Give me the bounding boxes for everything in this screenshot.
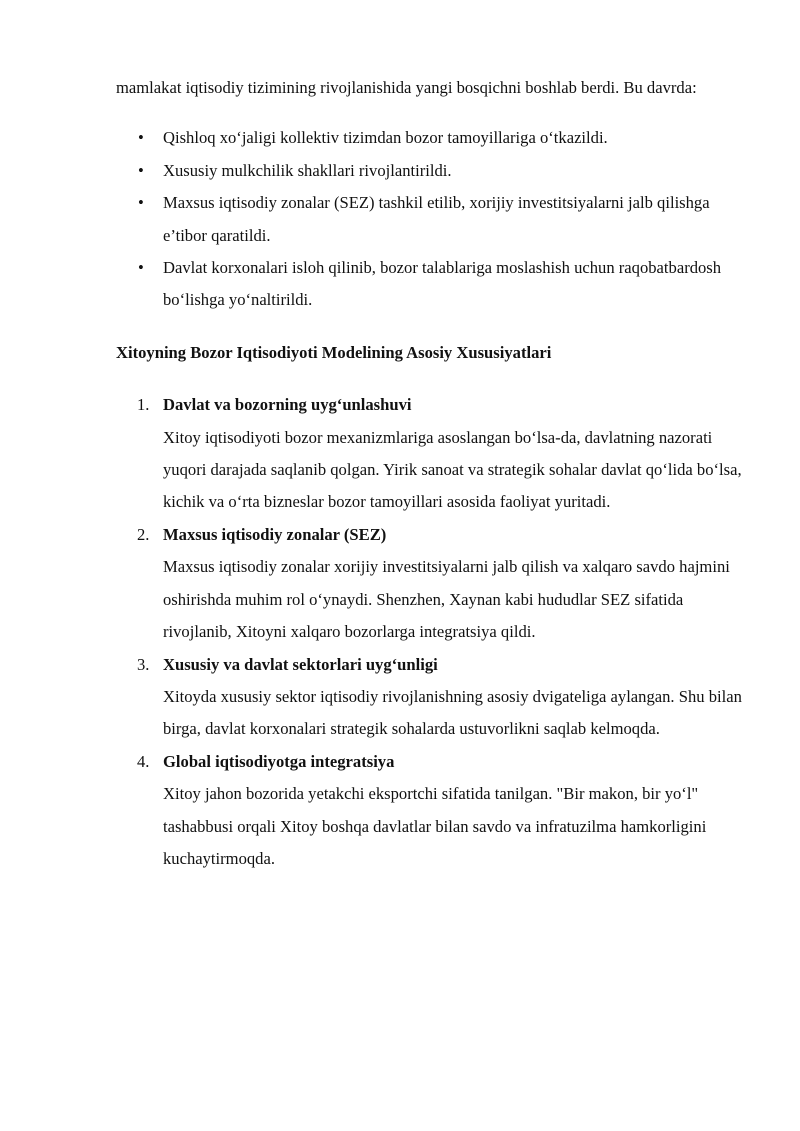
features-numbered-list [116, 389, 748, 875]
item-title: Global iqtisodiyotga integratsiya [163, 751, 395, 771]
bullet-item: • Qishloq xo‘jaligi kollektiv tizimdan bozor tamoyillariga o‘tkazildi. [116, 122, 748, 154]
section-heading: Xitoyning Bozor Iqtisodiyoti Modelining Asosiy Xususiyatlari [116, 342, 552, 362]
document-page [116, 72, 748, 875]
item-body: Maxsus iqtisodiy zonalar xorijiy investitsiyalarni jalb qilish va xalqaro savdo hajmini oshirishda muhim rol o‘ynaydi. Shenzhen, Xaynan kabi hududlar SEZ sifatida rivojlanib, Xitoyni xalqaro bozorlarga integratsiya qildi. [163, 557, 730, 642]
item-body: Xitoy jahon bozorida yetakchi eksportchi sifatida tanilgan. "Bir makon, bir yo‘l" tashabbusi orqali Xitoy boshqa davlatlar bilan savdo va infratuzilma hamkorligini kuchaytirmoqda. [163, 784, 707, 868]
bullet-item: • Davlat korxonalari isloh qilinib, bozor talablariga moslashish uchun raqobatbardosh bo‘lishga yo‘naltirildi. [116, 252, 748, 317]
item-title: Davlat va bozorning uyg‘unlashuvi [163, 395, 412, 415]
feature-item [116, 389, 748, 519]
item-body: Xitoyda xususiy sektor iqtisodiy rivojlanishning asosiy dvigateliga aylangan. Shu bilan birga, davlat korxonalari strategik sohalarda ustuvorlikni saqlab kelmoqda. [163, 686, 742, 739]
item-body: Xitoy iqtisodiyoti bozor mexanizmlariga asoslangan bo‘lsa-da, davlatning nazorati yuqori darajada saqlanib qolgan. Yirik sanoat va strategik sohalar davlat qo‘lida bo‘lsa, kichik va o‘rta bizneslar bozor tamoyillari asosida faoliyat yuritadi. [163, 427, 742, 512]
item-number: 4. [137, 751, 150, 771]
item-number: 3. [137, 654, 150, 674]
reform-bullet-list [116, 122, 748, 316]
feature-item [116, 746, 748, 876]
intro-paragraph: mamlakat iqtisodiy tizimining rivojlanishida yangi bosqichni boshlab berdi. Bu davrda: [116, 78, 697, 97]
feature-item [116, 649, 748, 746]
item-number: 2. [137, 524, 150, 544]
item-title: Xususiy va davlat sektorlari uyg‘unligi [163, 654, 438, 674]
item-title: Maxsus iqtisodiy zonalar (SEZ) [163, 524, 387, 544]
item-number: 1. [137, 395, 150, 415]
feature-item [116, 519, 748, 649]
bullet-item: • Maxsus iqtisodiy zonalar (SEZ) tashkil etilib, xorijiy investitsiyalarni jalb qilishga e’tibor qaratildi. [116, 187, 748, 252]
bullet-item: • Xususiy mulkchilik shakllari rivojlantirildi. [116, 155, 748, 187]
